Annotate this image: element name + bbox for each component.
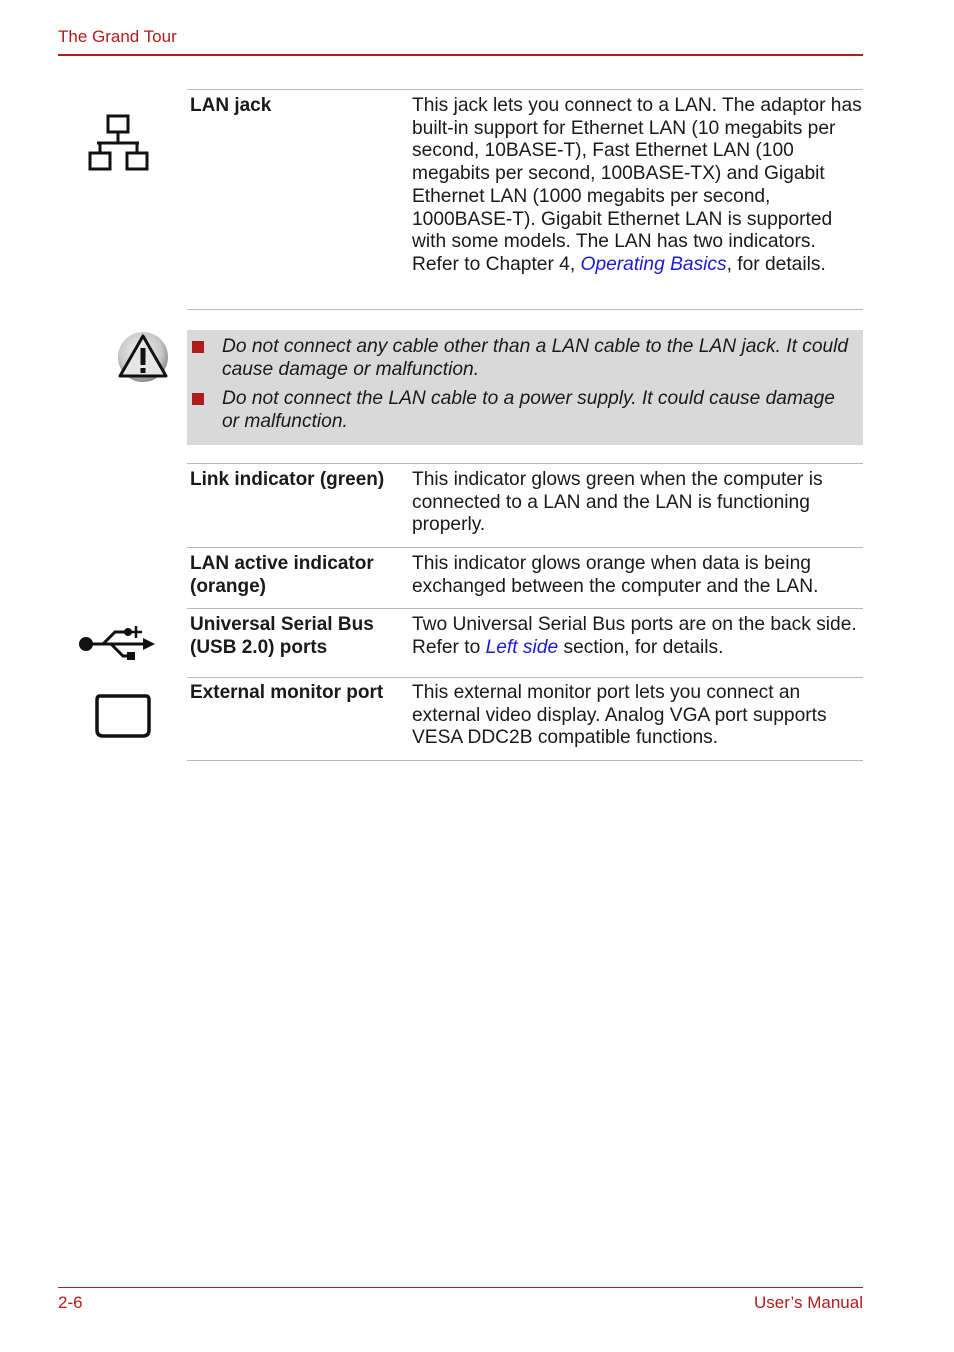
page-number: 2-6 [58,1293,83,1312]
term-lan-active-indicator: LAN active indicator (orange) [190,553,374,597]
table-rule [187,608,863,609]
lan-icon [86,112,152,179]
table-rule [187,677,863,678]
table-rule [187,547,863,548]
desc-text: Two Universal Serial Bus ports are on the back side. Refer to [412,614,857,658]
table-rule [187,463,863,464]
desc-external-monitor-port: This external monitor port lets you connect an external video display. Analog VGA port supports VESA DDC2B compatible functions. [412,682,827,749]
desc-link-indicator: This indicator glows green when the computer is connected to a LAN and the LAN is functioning properly. [412,469,823,536]
operating-basics-link[interactable]: Operating Basics [580,253,727,275]
desc-text: This jack lets you connect to a LAN. The adaptor has built-in support for Ethernet LAN (10 megabits per second, 10BASE-T), Fast Ethernet LAN (100 megabits per second, 100BASE-TX) and Gigabit Ethernet LAN (1000 megabits per second, 1000BASE-T). Gigabit Ethernet LAN is supported with some models. The LAN has two indicators. Refer to Chapter 4, [412,95,862,275]
bullet-icon [192,341,204,353]
running-header: The Grand Tour [58,27,177,46]
header-rule [58,54,863,56]
table-rule [187,309,863,310]
desc-text: , for details. [726,253,826,275]
desc-lan-active-indicator: This indicator glows orange when data is being exchanged between the computer and the LAN. [412,553,819,597]
manual-title: User’s Manual [754,1293,863,1312]
desc-text: section, for details. [558,636,724,658]
term-link-indicator: Link indicator (green) [190,469,385,490]
left-side-link[interactable]: Left side [485,636,559,658]
warning-icon [115,331,171,390]
term-usb-ports: Universal Serial Bus (USB 2.0) ports [190,614,374,658]
bullet-icon [192,393,204,405]
monitor-icon [94,692,152,745]
term-external-monitor-port: External monitor port [190,682,384,703]
term-lan-jack: LAN jack [190,95,272,116]
caution-item: Do not connect the LAN cable to a power supply. It could cause damage or malfunction. [222,388,835,432]
footer-rule [58,1287,863,1288]
caution-item: Do not connect any cable other than a LAN cable to the LAN jack. It could cause damage or malfunction. [222,336,849,380]
table-rule [187,760,863,761]
table-rule [187,89,863,90]
desc-lan-jack [412,95,862,277]
usb-icon [77,623,157,670]
desc-usb-ports [412,614,862,659]
